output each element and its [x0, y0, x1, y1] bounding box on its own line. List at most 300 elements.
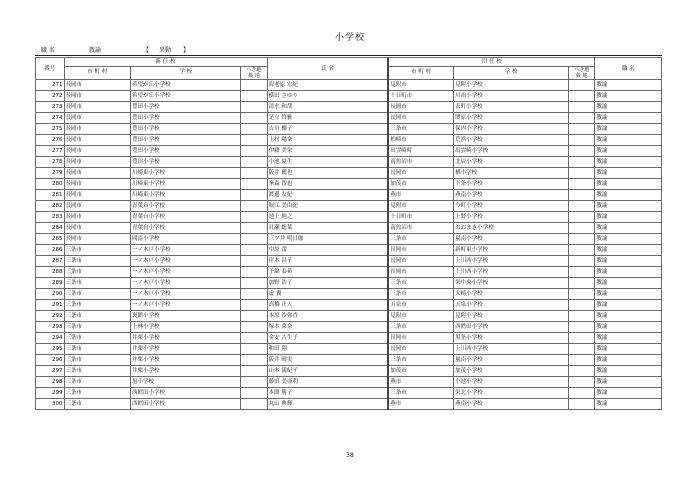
old-remote-cell: [569, 278, 595, 289]
old-city-cell: 柏崎市: [388, 135, 453, 146]
table-row: [36, 146, 662, 157]
new-city-cell: 三条市: [64, 377, 131, 388]
table-row: [36, 157, 662, 168]
table-row: [36, 201, 662, 212]
old-remote-cell: [569, 80, 595, 91]
meta-underline: [35, 55, 662, 56]
meta-bracket-open: 【: [143, 47, 150, 54]
name-cell: 金安 吉生子: [267, 333, 388, 344]
old-city-cell: 三条市: [388, 278, 453, 289]
new-remote-cell: [241, 289, 267, 300]
new-city-cell: 長岡市: [64, 234, 131, 245]
meta-value-post: 教諭: [89, 47, 102, 54]
name-cell: 丸山 典輝: [267, 399, 388, 410]
old-city-cell: 加茂市: [388, 366, 453, 377]
name-cell: 加野 浩子: [267, 278, 388, 289]
table-row: [36, 289, 662, 300]
new-school-cell: 一ノ木戸小学校: [131, 289, 241, 300]
new-school-cell: 裏館小学校: [131, 311, 241, 322]
old-city-cell: 三条市: [388, 322, 453, 333]
post-cell: 教諭: [595, 366, 662, 377]
new-school-cell: 豊田小学校: [131, 113, 241, 124]
row-number: 288: [36, 267, 65, 278]
old-remote-cell: [569, 113, 595, 124]
table-row: [36, 234, 662, 245]
name-cell: 上村 陽奈: [267, 135, 388, 146]
old-remote-cell: [569, 212, 595, 223]
old-remote-cell: [569, 289, 595, 300]
header-new-remote-bottom: 級 地: [248, 73, 260, 79]
name-cell: 堀江 美由紀: [267, 201, 388, 212]
old-school-cell: 見附小学校: [454, 80, 569, 91]
new-school-cell: 青葉台小学校: [131, 201, 241, 212]
old-remote-cell: [569, 333, 595, 344]
table-row: [36, 190, 662, 201]
name-cell: 海老原 宏紀: [267, 80, 388, 91]
row-number: 289: [36, 278, 65, 289]
old-school-cell: 上川西小学校: [454, 256, 569, 267]
old-remote-cell: [569, 91, 595, 102]
new-school-cell: 豊田小学校: [131, 146, 241, 157]
new-city-cell: 三条市: [64, 311, 131, 322]
table-row: [36, 135, 662, 146]
old-school-cell: 小池小学校: [454, 377, 569, 388]
old-school-cell: 下条小学校: [454, 179, 569, 190]
table-row: [36, 124, 662, 135]
old-city-cell: 見附市: [388, 80, 453, 91]
new-remote-cell: [241, 146, 267, 157]
table-row: [36, 311, 662, 322]
name-cell: 本間 勝子: [267, 388, 388, 399]
header-old-remote-top: へき地: [574, 67, 590, 73]
new-remote-cell: [241, 212, 267, 223]
old-school-cell: 表町小学校: [454, 102, 569, 113]
post-cell: 教諭: [595, 333, 662, 344]
new-school-cell: 青葉台小学校: [131, 212, 241, 223]
new-school-cell: 井栗小学校: [131, 333, 241, 344]
header-new-city: 市 町 村: [64, 67, 131, 80]
old-school-cell: 西鱈田小学校: [454, 322, 569, 333]
old-remote-cell: [569, 168, 595, 179]
name-cell: 岸本 昌子: [267, 256, 388, 267]
table-row: [36, 245, 662, 256]
row-number: 287: [36, 256, 65, 267]
old-school-cell: 嵐南小学校: [454, 355, 569, 366]
old-city-cell: 三条市: [388, 355, 453, 366]
post-cell: 教諭: [595, 267, 662, 278]
old-remote-cell: [569, 256, 595, 267]
row-number: 275: [36, 124, 65, 135]
old-school-cell: 燕南小学校: [454, 399, 569, 410]
new-city-cell: 三条市: [64, 300, 131, 311]
new-city-cell: 三条市: [64, 289, 131, 300]
new-city-cell: 長岡市: [64, 223, 131, 234]
table-row: [36, 168, 662, 179]
old-city-cell: 長岡市: [388, 245, 453, 256]
old-remote-cell: [569, 388, 595, 399]
old-remote-cell: [569, 399, 595, 410]
old-school-cell: 北辰小学校: [454, 157, 569, 168]
new-city-cell: 三条市: [64, 366, 131, 377]
old-remote-cell: [569, 135, 595, 146]
old-school-cell: 栖小学校: [454, 168, 569, 179]
new-school-cell: 岡南小学校: [131, 234, 241, 245]
table-row: [36, 278, 662, 289]
old-city-cell: 長岡市: [388, 267, 453, 278]
new-city-cell: 長岡市: [64, 201, 131, 212]
old-school-cell: 出雲崎小学校: [454, 146, 569, 157]
name-cell: 貝瀬 聡菜: [267, 223, 388, 234]
new-remote-cell: [241, 355, 267, 366]
new-remote-cell: [241, 344, 267, 355]
old-school-cell: 上川西小学校: [454, 267, 569, 278]
old-school-cell: 大崎小学校: [454, 289, 569, 300]
new-school-cell: 一ノ木戸小学校: [131, 278, 241, 289]
new-remote-cell: [241, 322, 267, 333]
table-row: [36, 355, 662, 366]
new-school-cell: 豊田小学校: [131, 102, 241, 113]
table-row: [36, 300, 662, 311]
row-number: 279: [36, 168, 65, 179]
new-city-cell: 長岡市: [64, 135, 131, 146]
post-cell: 教諭: [595, 157, 662, 168]
old-school-cell: 川治小学校: [454, 91, 569, 102]
new-city-cell: 三条市: [64, 355, 131, 366]
old-city-cell: 南魚沼市: [388, 223, 453, 234]
post-cell: 教諭: [595, 223, 662, 234]
old-school-cell: 新町東小学校: [454, 245, 569, 256]
old-remote-cell: [569, 146, 595, 157]
new-school-cell: 一ノ木戸小学校: [131, 300, 241, 311]
old-school-cell: 栄北小学校: [454, 388, 569, 399]
old-remote-cell: [569, 124, 595, 135]
meta-label-post: 職 名: [41, 47, 55, 54]
post-cell: 教諭: [595, 399, 662, 410]
old-city-cell: 三条市: [388, 124, 453, 135]
post-cell: 教諭: [595, 289, 662, 300]
old-remote-cell: [569, 179, 595, 190]
table-row: [36, 388, 662, 399]
row-number: 300: [36, 399, 65, 410]
old-remote-cell: [569, 102, 595, 113]
row-number: 291: [36, 300, 65, 311]
row-number: 286: [36, 245, 65, 256]
old-city-cell: 十日町市: [388, 212, 453, 223]
old-remote-cell: [569, 311, 595, 322]
new-school-cell: 西鱈田小学校: [131, 388, 241, 399]
table-row: [36, 179, 662, 190]
old-school-cell: 加茂小学校: [454, 366, 569, 377]
new-remote-cell: [241, 366, 267, 377]
new-city-cell: 長岡市: [64, 91, 131, 102]
new-remote-cell: [241, 311, 267, 322]
page-number: 38: [346, 452, 354, 459]
name-cell: 和田 翔: [267, 344, 388, 355]
row-number: 295: [36, 344, 65, 355]
name-cell: 本原 沙弥香: [267, 311, 388, 322]
name-cell: 峯森 智也: [267, 179, 388, 190]
name-cell: 千綿 泰希: [267, 267, 388, 278]
page-title: 小学校: [334, 33, 365, 43]
old-city-cell: 見附市: [388, 311, 453, 322]
new-remote-cell: [241, 234, 267, 245]
new-city-cell: 三条市: [64, 245, 131, 256]
header-new-school-group: 新 任 校: [64, 58, 267, 67]
old-city-cell: 南魚沼市: [388, 157, 453, 168]
post-cell: 教諭: [595, 179, 662, 190]
new-school-cell: 上林小学校: [131, 322, 241, 333]
old-school-cell: 栄中央小学校: [454, 278, 569, 289]
row-number: 292: [36, 311, 65, 322]
name-cell: 吉川 椰子: [267, 124, 388, 135]
new-school-cell: 一ノ木戸小学校: [131, 267, 241, 278]
new-city-cell: 長岡市: [64, 146, 131, 157]
post-cell: 教諭: [595, 80, 662, 91]
old-city-cell: 長岡市: [388, 102, 453, 113]
old-remote-cell: [569, 234, 595, 245]
header-old-city: 市 町 村: [388, 67, 453, 80]
table-row: [36, 267, 662, 278]
row-number: 294: [36, 333, 65, 344]
row-number: 290: [36, 289, 65, 300]
old-city-cell: 長岡市: [388, 344, 453, 355]
name-cell: 池上 純之: [267, 212, 388, 223]
row-number: 273: [36, 102, 65, 113]
post-cell: 教諭: [595, 311, 662, 322]
new-remote-cell: [241, 256, 267, 267]
row-number: 278: [36, 157, 65, 168]
table-row: [36, 256, 662, 267]
table-row: [36, 399, 662, 410]
old-school-cell: おおまき小学校: [454, 223, 569, 234]
new-school-cell: 希望が丘小学校: [131, 91, 241, 102]
new-city-cell: 三条市: [64, 267, 131, 278]
new-city-cell: 長岡市: [64, 179, 131, 190]
document-meta: [35, 45, 235, 55]
header-new-remote-top: へき地: [246, 67, 262, 73]
post-cell: 教諭: [595, 278, 662, 289]
new-remote-cell: [241, 333, 267, 344]
old-remote-cell: [569, 322, 595, 333]
post-cell: 教諭: [595, 322, 662, 333]
new-school-cell: 井栗小学校: [131, 366, 241, 377]
post-cell: 教諭: [595, 146, 662, 157]
old-city-cell: 三条市: [388, 388, 453, 399]
new-city-cell: 長岡市: [64, 102, 131, 113]
post-cell: 教諭: [595, 234, 662, 245]
old-remote-cell: [569, 366, 595, 377]
post-cell: 教諭: [595, 124, 662, 135]
old-city-cell: 十日町市: [388, 91, 453, 102]
old-city-cell: 燕市: [388, 399, 453, 410]
new-remote-cell: [241, 388, 267, 399]
row-number: 282: [36, 201, 65, 212]
name-cell: 清水 和哉: [267, 102, 388, 113]
old-city-cell: 長岡市: [388, 333, 453, 344]
header-old-school-group: 旧 任 校: [388, 58, 595, 67]
old-remote-cell: [569, 157, 595, 168]
old-city-cell: 長岡市: [388, 113, 453, 124]
old-city-cell: 長岡市: [388, 256, 453, 267]
old-city-cell: 燕市: [388, 190, 453, 201]
table-row: [36, 322, 662, 333]
old-school-cell: 荒浜小学校: [454, 135, 569, 146]
row-number: 274: [36, 113, 65, 124]
old-school-cell: 燕南小学校: [454, 190, 569, 201]
old-city-cell: 出雲崎町: [388, 146, 453, 157]
new-city-cell: 三条市: [64, 388, 131, 399]
new-remote-cell: [241, 91, 267, 102]
new-remote-cell: [241, 190, 267, 201]
new-school-cell: 青葉台小学校: [131, 223, 241, 234]
new-city-cell: 三条市: [64, 256, 131, 267]
new-remote-cell: [241, 102, 267, 113]
post-cell: 教諭: [595, 377, 662, 388]
table-row: [36, 91, 662, 102]
new-school-cell: 豊田小学校: [131, 124, 241, 135]
old-school-cell: 保内小学校: [454, 124, 569, 135]
post-cell: 教諭: [595, 91, 662, 102]
new-school-cell: 川崎東小学校: [131, 190, 241, 201]
name-cell: 山本 満紀子: [267, 366, 388, 377]
old-city-cell: 長岡市: [388, 168, 453, 179]
old-remote-cell: [569, 223, 595, 234]
old-remote-cell: [569, 267, 595, 278]
name-cell: 小池 夏生: [267, 157, 388, 168]
new-city-cell: 三条市: [64, 344, 131, 355]
row-number: 293: [36, 322, 65, 333]
new-school-cell: 一ノ木戸小学校: [131, 245, 241, 256]
row-number: 285: [36, 234, 65, 245]
new-school-cell: 旭小学校: [131, 377, 241, 388]
old-remote-cell: [569, 377, 595, 388]
header-post: 職 名: [595, 58, 662, 80]
name-cell: 渡邊 友紀: [267, 190, 388, 201]
new-remote-cell: [241, 168, 267, 179]
row-number: 297: [36, 366, 65, 377]
new-remote-cell: [241, 399, 267, 410]
post-cell: 教諭: [595, 344, 662, 355]
old-school-cell: 五泉小学校: [454, 300, 569, 311]
header-old-remote: [569, 67, 595, 80]
new-remote-cell: [241, 267, 267, 278]
row-number: 284: [36, 223, 65, 234]
post-cell: 教諭: [595, 135, 662, 146]
table-row: [36, 377, 662, 388]
old-remote-cell: [569, 300, 595, 311]
header-new-school: 学 校: [131, 67, 241, 80]
name-cell: 三ツ井 明日伽: [267, 234, 388, 245]
name-cell: 藤田 美亜利: [267, 377, 388, 388]
row-number: 299: [36, 388, 65, 399]
post-cell: 教諭: [595, 256, 662, 267]
post-cell: 教諭: [595, 201, 662, 212]
old-school-cell: 上川西小学校: [454, 344, 569, 355]
new-remote-cell: [241, 135, 267, 146]
new-city-cell: 三条市: [64, 333, 131, 344]
meta-transfer-type: 異動: [159, 47, 172, 54]
new-remote-cell: [241, 80, 267, 91]
row-number: 298: [36, 377, 65, 388]
old-remote-cell: [569, 190, 595, 201]
new-remote-cell: [241, 157, 267, 168]
new-school-cell: 希望が丘小学校: [131, 80, 241, 91]
name-cell: 伊藤 美栄: [267, 146, 388, 157]
row-number: 283: [36, 212, 65, 223]
post-cell: 教諭: [595, 212, 662, 223]
new-school-cell: 豊田小学校: [131, 135, 241, 146]
new-city-cell: 三条市: [64, 322, 131, 333]
row-number: 271: [36, 80, 65, 91]
new-city-cell: 長岡市: [64, 168, 131, 179]
old-school-cell: 見附小学校: [454, 311, 569, 322]
new-school-cell: 井栗小学校: [131, 355, 241, 366]
old-city-cell: 三条市: [388, 234, 453, 245]
new-remote-cell: [241, 223, 267, 234]
post-cell: 教諭: [595, 190, 662, 201]
old-remote-cell: [569, 344, 595, 355]
post-cell: 教諭: [595, 113, 662, 124]
new-city-cell: 長岡市: [64, 124, 131, 135]
old-remote-cell: [569, 201, 595, 212]
table-row: [36, 366, 662, 377]
new-remote-cell: [241, 245, 267, 256]
table-row: [36, 80, 662, 91]
old-school-cell: 関原小学校: [454, 113, 569, 124]
name-cell: 虚 翼: [267, 289, 388, 300]
new-school-cell: 西鱈田小学校: [131, 399, 241, 410]
table-row: [36, 212, 662, 223]
header-name: 氏 名: [267, 58, 388, 80]
header-old-remote-bottom: 級 地: [576, 73, 588, 79]
row-number: 276: [36, 135, 65, 146]
post-cell: 教諭: [595, 168, 662, 179]
row-number: 296: [36, 355, 65, 366]
table-row: [36, 102, 662, 113]
new-city-cell: 長岡市: [64, 80, 131, 91]
post-cell: 教諭: [595, 300, 662, 311]
new-city-cell: 三条市: [64, 399, 131, 410]
old-school-cell: 今町小学校: [454, 201, 569, 212]
name-cell: 足立 啓雅: [267, 113, 388, 124]
post-cell: 教諭: [595, 102, 662, 113]
table-row: [36, 344, 662, 355]
new-school-cell: 井栗小学校: [131, 344, 241, 355]
name-cell: 阪井 晴実: [267, 355, 388, 366]
meta-bracket-close: 】: [183, 47, 190, 54]
header-number: 番号: [36, 58, 65, 80]
new-city-cell: 長岡市: [64, 190, 131, 201]
old-remote-cell: [569, 245, 595, 256]
post-cell: 教諭: [595, 388, 662, 399]
name-cell: 高橋 正人: [267, 300, 388, 311]
transfer-table: [35, 57, 662, 410]
new-city-cell: 長岡市: [64, 157, 131, 168]
name-cell: 塚本 菜奈: [267, 322, 388, 333]
new-remote-cell: [241, 179, 267, 190]
header-new-remote: [241, 67, 267, 80]
row-number: 272: [36, 91, 65, 102]
post-cell: 教諭: [595, 245, 662, 256]
old-city-cell: 三条市: [388, 289, 453, 300]
old-school-cell: 黒条小学校: [454, 333, 569, 344]
old-school-cell: 嵐南小学校: [454, 234, 569, 245]
new-school-cell: 川崎東小学校: [131, 179, 241, 190]
table-row: [36, 333, 662, 344]
new-school-cell: 一ノ木戸小学校: [131, 256, 241, 267]
new-city-cell: 長岡市: [64, 113, 131, 124]
new-city-cell: 三条市: [64, 278, 131, 289]
